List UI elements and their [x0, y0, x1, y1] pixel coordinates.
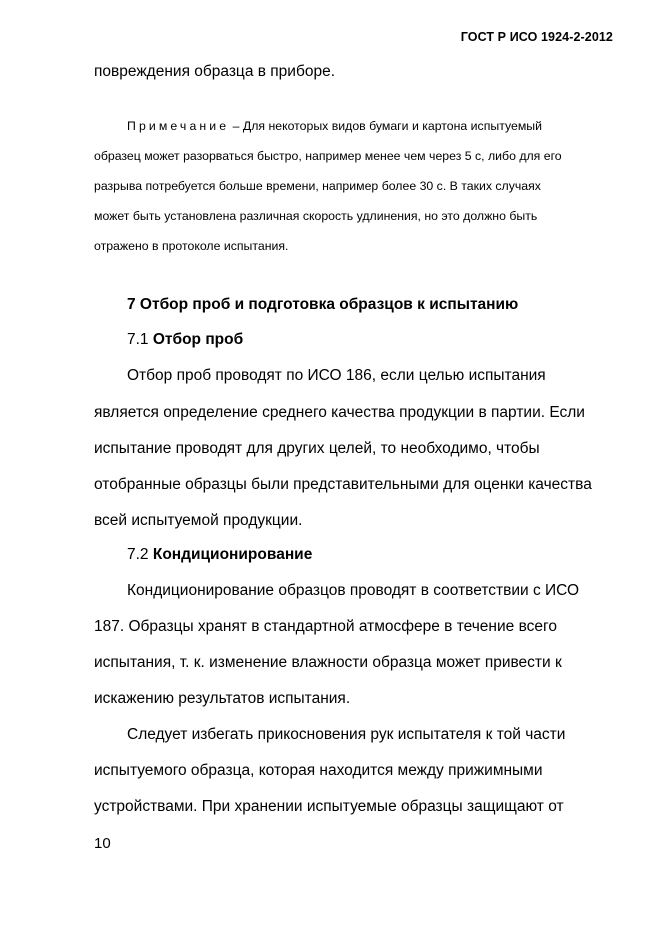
- subsection-7-2-title: Кондиционирование: [152, 546, 313, 563]
- section-7-heading: 7 Отбор проб и подготовка образцов к испытанию: [127, 296, 519, 313]
- standard-code-header: ГОСТ Р ИСО 1924-2-2012: [460, 30, 613, 44]
- note-line-4: может быть установлена различная скорость удлинения, но это должно быть: [94, 209, 538, 223]
- subsection-7-2-number: 7.2: [127, 546, 153, 563]
- paragraph-1-line-2: является определение среднего качества продукции в партии. Если: [94, 404, 585, 421]
- note-line-5: отражено в протоколе испытания.: [94, 239, 289, 253]
- paragraph-2-line-4: искажению результатов испытания.: [94, 690, 351, 707]
- subsection-7-1-heading: [127, 330, 243, 350]
- note-line-2: образец может разорваться быстро, например менее чем через 5 с, либо для его: [94, 149, 562, 163]
- paragraph-1-line-4: отобранные образцы были представительными для оценки качества: [94, 476, 592, 493]
- paragraph-3-line-2: испытуемого образца, которая находится между прижимными: [94, 762, 543, 779]
- paragraph-1-line-3: испытание проводят для других целей, то необходимо, чтобы: [94, 440, 540, 457]
- paragraph-1-line-5: всей испытуемой продукции.: [94, 512, 303, 529]
- paragraph-3-line-3: устройствами. При хранении испытуемые образцы защищают от: [94, 798, 564, 815]
- paragraph-2-line-3: испытания, т. к. изменение влажности образца может привести к: [94, 654, 562, 671]
- note-line-1: [127, 116, 542, 136]
- note-label: Примечание: [127, 119, 230, 133]
- subsection-7-1-number: 7.1: [127, 331, 153, 348]
- paragraph-2-line-2: 187. Образцы хранят в стандартной атмосфере в течение всего: [94, 618, 557, 635]
- continued-text-line: повреждения образца в приборе.: [94, 63, 335, 80]
- subsection-7-1-title: Отбор проб: [152, 331, 244, 348]
- paragraph-3-line-1: Следует избегать прикосновения рук испытателя к той части: [127, 726, 566, 743]
- note-line-1-text: Для некоторых видов бумаги и картона испытуемый: [242, 119, 542, 133]
- note-line-3: разрыва потребуется больше времени, например более 30 с. В таких случаях: [94, 179, 541, 193]
- page-number: 10: [94, 835, 111, 852]
- note-dash: –: [229, 119, 243, 133]
- paragraph-2-line-1: Кондиционирование образцов проводят в соответствии с ИСО: [127, 582, 580, 599]
- paragraph-1-line-1: Отбор проб проводят по ИСО 186, если целью испытания: [127, 367, 546, 384]
- subsection-7-2-heading: [127, 545, 312, 565]
